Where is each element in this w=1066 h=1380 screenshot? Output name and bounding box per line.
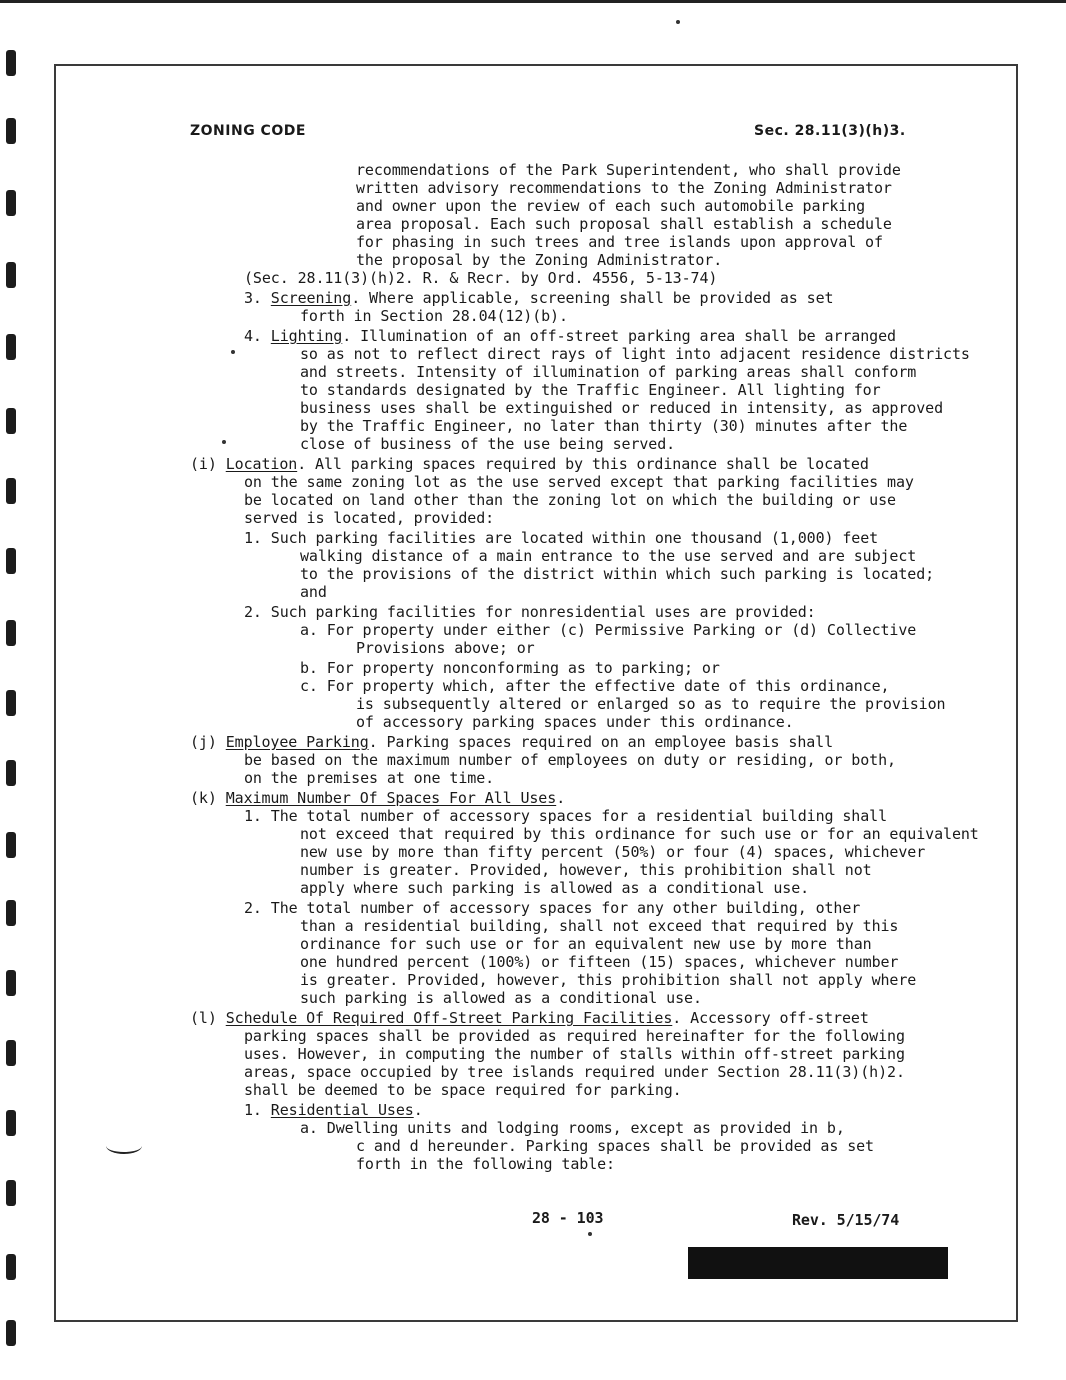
text-run: . Accessory off-street xyxy=(672,1009,869,1027)
text-run: . Where applicable, screening shall be provided as set xyxy=(351,289,834,307)
text-run: 1. Such parking facilities are located within one thousand (1,000) feet xyxy=(244,529,879,547)
heading-underlined: Lighting xyxy=(270,327,343,345)
text-run: forth in Section 28.04(12)(b). xyxy=(300,307,568,325)
text-run: . Illumination of an off-street parking area shall be arranged xyxy=(342,327,896,345)
binder-hole xyxy=(6,900,16,926)
text-line xyxy=(244,473,914,491)
text-line xyxy=(300,825,979,843)
text-run: (j) xyxy=(190,733,226,751)
text-run: ordinance for such use or for an equivalent new use by more than xyxy=(300,935,872,953)
text-run: so as not to reflect direct rays of light into adjacent residence districts xyxy=(300,345,970,363)
text-run: a. Dwelling units and lodging rooms, except as provided in b, xyxy=(300,1119,845,1137)
text-run: of accessory parking spaces under this ordinance. xyxy=(356,713,794,731)
text-line xyxy=(244,807,887,825)
binder-hole xyxy=(6,1320,16,1346)
text-line xyxy=(356,1137,874,1155)
text-run: and xyxy=(300,583,327,601)
text-run: to the provisions of the district within which such parking is located; xyxy=(300,565,935,583)
text-run: uses. However, in computing the number of stalls within off-street parking xyxy=(244,1045,905,1063)
top-edge-rule xyxy=(0,0,1066,3)
text-run: the proposal by the Zoning Administrator. xyxy=(356,251,723,269)
text-run: shall be deemed to be space required for parking. xyxy=(244,1081,682,1099)
binder-hole xyxy=(6,1180,16,1206)
text-line xyxy=(300,971,916,989)
text-line xyxy=(300,417,907,435)
text-run: . Parking spaces required on an employee basis shall xyxy=(368,733,834,751)
text-line xyxy=(244,769,494,787)
text-line xyxy=(356,251,722,269)
text-line xyxy=(356,179,892,197)
text-run: 2. Such parking facilities for nonresidential uses are provided: xyxy=(244,603,816,621)
binder-hole xyxy=(6,478,16,504)
revision-date: Rev. 5/15/74 xyxy=(792,1211,900,1229)
text-line xyxy=(300,879,809,897)
text-line xyxy=(244,1063,905,1081)
text-line xyxy=(244,327,896,345)
running-header-section: Sec. 28.11(3)(h)3. xyxy=(754,123,906,139)
text-run: and owner upon the review of each such automobile parking xyxy=(356,197,866,215)
scan-speck xyxy=(676,20,680,24)
binder-hole xyxy=(6,1110,16,1136)
text-line xyxy=(300,659,720,677)
text-line xyxy=(300,989,702,1007)
text-run: (i) xyxy=(190,455,226,473)
text-run: and streets. Intensity of illumination of parking areas shall conform xyxy=(300,363,917,381)
heading-underlined: Location xyxy=(225,455,298,473)
text-line xyxy=(244,1081,682,1099)
binder-hole xyxy=(6,970,16,996)
text-line xyxy=(356,695,945,713)
text-line xyxy=(244,1101,423,1119)
text-line xyxy=(300,843,925,861)
text-run: by the Traffic Engineer, no later than thirty (30) minutes after the xyxy=(300,417,908,435)
text-line xyxy=(190,789,565,807)
text-run: parking spaces shall be provided as required hereinafter for the following xyxy=(244,1027,905,1045)
running-header-title: ZONING CODE xyxy=(190,123,306,139)
text-line xyxy=(244,269,717,287)
text-line xyxy=(300,345,970,363)
text-run: 1. The total number of accessory spaces for a residential building shall xyxy=(244,807,888,825)
text-line xyxy=(356,197,865,215)
text-run: such parking is allowed as a conditional use. xyxy=(300,989,702,1007)
text-run: on the premises at one time. xyxy=(244,769,495,787)
text-line xyxy=(244,289,833,307)
text-run: . xyxy=(413,1101,423,1119)
text-run: close of business of the use being served. xyxy=(300,435,676,453)
text-run: than a residential building, shall not exceed that required by this xyxy=(300,917,899,935)
text-run: on the same zoning lot as the use served except that parking facilities may xyxy=(244,473,914,491)
text-run: business uses shall be extinguished or reduced in intensity, as approved xyxy=(300,399,944,417)
text-run: not exceed that required by this ordinance for such use or for an equivalent xyxy=(300,825,979,843)
text-line xyxy=(300,399,943,417)
page-number: 28 - 103 xyxy=(532,1209,604,1227)
text-line xyxy=(190,455,869,473)
text-run: is subsequently altered or enlarged so as to require the provision xyxy=(356,695,946,713)
text-line xyxy=(300,381,881,399)
text-line xyxy=(244,1027,905,1045)
text-line xyxy=(300,363,916,381)
binder-hole xyxy=(6,1254,16,1280)
text-line xyxy=(300,621,916,639)
text-line xyxy=(300,917,898,935)
text-run: (k) xyxy=(190,789,226,807)
text-run: be based on the maximum number of employees on duty or residing, or both, xyxy=(244,751,896,769)
heading-underlined: Schedule Of Required Off-Street Parking Facilities xyxy=(225,1009,673,1027)
text-line xyxy=(300,861,872,879)
heading-underlined: Employee Parking xyxy=(225,733,369,751)
binder-hole xyxy=(6,408,16,434)
text-line xyxy=(244,1045,905,1063)
text-line xyxy=(356,215,892,233)
text-run: number is greater. Provided, however, this prohibition shall not xyxy=(300,861,872,879)
binder-hole xyxy=(6,548,16,574)
text-run: be located on land other than the zoning lot on which the building or use xyxy=(244,491,896,509)
text-line xyxy=(300,935,872,953)
text-run: c. For property which, after the effective date of this ordinance, xyxy=(300,677,890,695)
binder-hole xyxy=(6,262,16,288)
text-run: 3. xyxy=(244,289,271,307)
text-line xyxy=(244,751,896,769)
text-run: for phasing in such trees and tree islands upon approval of xyxy=(356,233,883,251)
text-run: to standards designated by the Traffic Engineer. All lighting for xyxy=(300,381,881,399)
binder-hole xyxy=(6,620,16,646)
text-line xyxy=(300,565,934,583)
text-line xyxy=(190,1009,869,1027)
binder-hole xyxy=(6,190,16,216)
text-run: is greater. Provided, however, this prohibition shall not apply where xyxy=(300,971,917,989)
text-line xyxy=(356,713,794,731)
text-line xyxy=(356,233,883,251)
text-run: forth in the following table: xyxy=(356,1155,615,1173)
binder-hole xyxy=(6,690,16,716)
text-run: apply where such parking is allowed as a conditional use. xyxy=(300,879,810,897)
binder-hole xyxy=(6,1040,16,1066)
text-run: served is located, provided: xyxy=(244,509,495,527)
text-run: Provisions above; or xyxy=(356,639,535,657)
binder-hole xyxy=(6,760,16,786)
binder-hole xyxy=(6,118,16,144)
text-run: recommendations of the Park Superintendent, who shall provide xyxy=(356,161,901,179)
text-line xyxy=(300,1119,845,1137)
binder-hole xyxy=(6,50,16,76)
text-line xyxy=(300,435,675,453)
text-run: . All parking spaces required by this ordinance shall be located xyxy=(297,455,869,473)
text-line xyxy=(300,583,327,601)
text-line xyxy=(300,307,568,325)
heading-underlined: Screening xyxy=(270,289,352,307)
text-run: a. For property under either (c) Permissive Parking or (d) Collective xyxy=(300,621,917,639)
text-line xyxy=(244,509,494,527)
heading-underlined: Maximum Number Of Spaces For All Uses xyxy=(225,789,557,807)
text-run: new use by more than fifty percent (50%) or four (4) spaces, whichever xyxy=(300,843,926,861)
text-run: b. For property nonconforming as to parking; or xyxy=(300,659,720,677)
text-line xyxy=(356,1155,615,1173)
text-line xyxy=(244,491,896,509)
text-run: 2. The total number of accessory spaces for any other building, other xyxy=(244,899,861,917)
text-run: (l) xyxy=(190,1009,226,1027)
text-run: 1. xyxy=(244,1101,271,1119)
heading-underlined: Residential Uses xyxy=(270,1101,414,1119)
text-line xyxy=(190,733,833,751)
text-line xyxy=(300,547,916,565)
pen-mark xyxy=(106,1138,142,1154)
text-line xyxy=(244,603,816,621)
text-run: (Sec. 28.11(3)(h)2. R. & Recr. by Ord. 4556, 5-13-74) xyxy=(244,269,718,287)
text-line xyxy=(244,529,878,547)
redaction-bar xyxy=(688,1247,948,1279)
text-line xyxy=(356,161,901,179)
text-run: walking distance of a main entrance to the use served and are subject xyxy=(300,547,917,565)
text-line xyxy=(300,677,889,695)
text-run: . xyxy=(556,789,566,807)
binder-hole xyxy=(6,832,16,858)
text-run: areas, space occupied by tree islands required under Section 28.11(3)(h)2. xyxy=(244,1063,905,1081)
text-line xyxy=(300,953,898,971)
text-run: written advisory recommendations to the Zoning Administrator xyxy=(356,179,892,197)
binder-hole xyxy=(6,334,16,360)
text-line xyxy=(356,639,535,657)
text-line xyxy=(244,899,860,917)
text-run: c and d hereunder. Parking spaces shall be provided as set xyxy=(356,1137,874,1155)
text-run: 4. xyxy=(244,327,271,345)
text-run: one hundred percent (100%) or fifteen (15) spaces, whichever number xyxy=(300,953,899,971)
text-run: area proposal. Each such proposal shall establish a schedule xyxy=(356,215,892,233)
